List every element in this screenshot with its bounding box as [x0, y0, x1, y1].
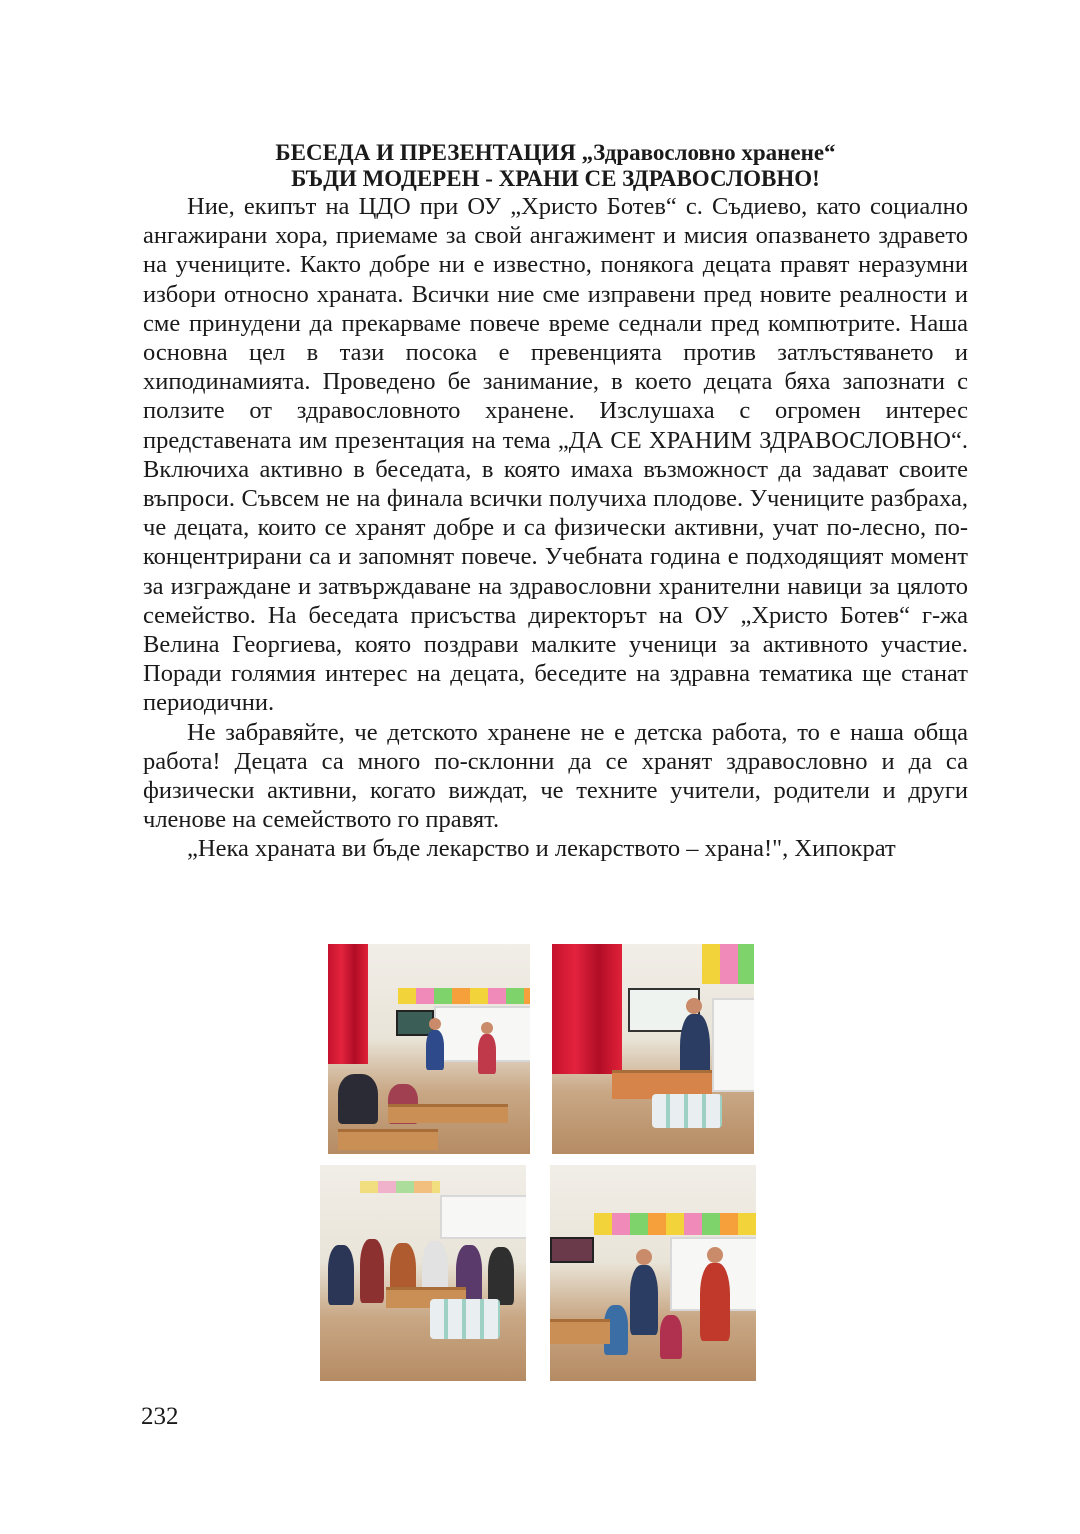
photo-teacher-at-board: [552, 944, 754, 1154]
paragraph-quote: „Нека храната ви бъде лекарство и лекарството – храна!", Хипократ: [187, 835, 896, 863]
article-body: [143, 192, 968, 864]
paragraph-reminder: Не забравяйте, че детското хранене не е детска работа, то е наша обща работа! Децата са много по-склонни да се хранят здравословно и да са физически активни, когато виждат, че техните учители, родители и други членове на семейството го правят.: [143, 718, 968, 834]
paragraph-intro: Ние, екипът на ЦДО при ОУ „Христо Ботев“ с. Съдиево, като социално ангажирани хора, приемаме за свой ангажимент и мисия опазването здравето на учениците. Както добре ни е известно, понякога децата правят неразумни избори относно храната. Всички ние сме изправени пред новите реалности и сме принудени да прекарваме повече време седнали пред компютрите. Наша основна цел в тази посока е превенцията против затлъстяването и хиподинамията. Проведено бе занимание, в което децата бяха запознати с ползите от здравословното хранене. Изслушаха с огромен интерес представената им презентация на тема „ДА СЕ ХРАНИМ ЗДРАВОСЛОВНО“. Включиха активно в беседата, в която имаха възможност да задават своите въпроси. Съвсем не на финала всички получиха плодове. Учениците разбраха, че децата, които се хранят добре и са физически активни, учат по-лесно, по-концентрирани са и запомнят повече. Учебната година е подходящият момент за изграждане и затвърждаване на здравословни хранителни навици за цялото семейство. На беседата присъства директорът на ОУ „Христо Ботев“ г-жа Велина Георгиева, която поздрави малките ученици за активното участие. Поради голямия интерес на децата, беседите на здравна тематика ще станат периодични.: [143, 193, 968, 717]
page-number: 232: [141, 1403, 179, 1430]
photo-classroom-presentation: [328, 944, 530, 1154]
article-title: [143, 140, 968, 192]
title-line-1: БЕСЕДА И ПРЕЗЕНТАЦИЯ „Здравословно хранене“: [275, 140, 836, 165]
photo-director-with-children: [550, 1165, 756, 1381]
title-line-2: БЪДИ МОДЕРЕН - ХРАНИ СЕ ЗДРАВОСЛОВНО!: [291, 166, 820, 191]
photo-children-group: [320, 1165, 526, 1381]
